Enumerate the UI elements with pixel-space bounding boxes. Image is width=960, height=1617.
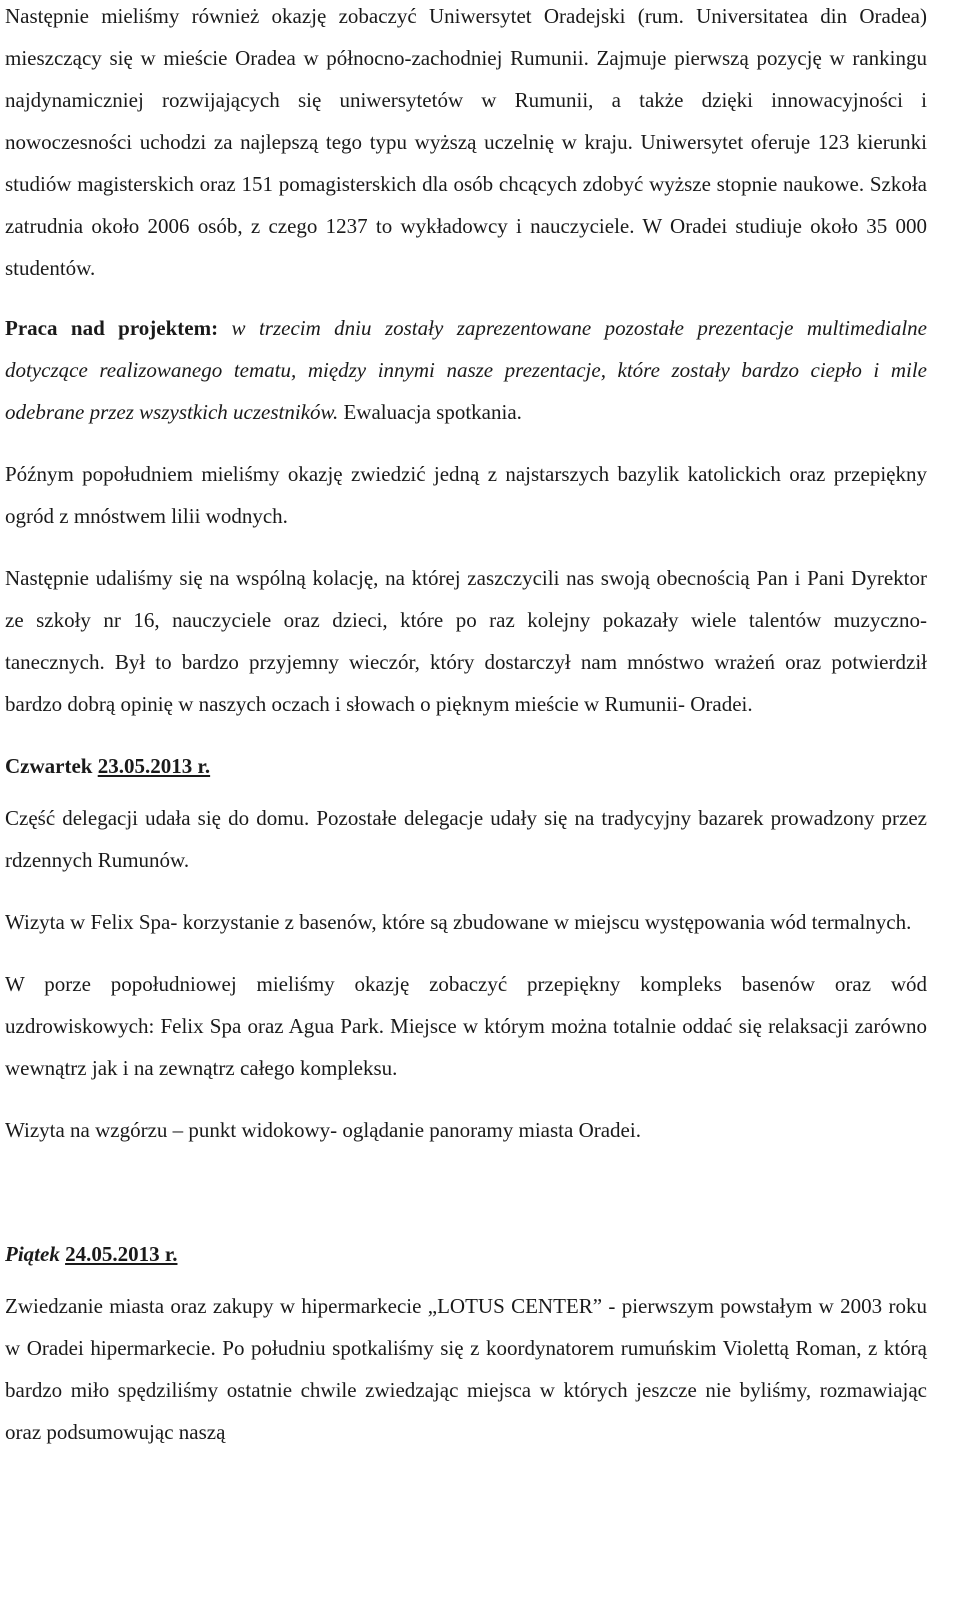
paragraph-basilica: Późnym popołudniem mieliśmy okazję zwiedzić jedną z najstarszych bazylik katolickich oraz przepiękny ogród z mnóstwem lilii wodnych. [5,462,927,528]
friday-date: 24.05.2013 r. [65,1242,178,1266]
thursday-day: Czwartek [5,754,93,778]
paragraph-university: Następnie mieliśmy również okazję zobaczyć Uniwersytet Oradejski (rum. Universitatea din Oradea) mieszczący się w mieście Oradea w północno-zachodniej Rumunii. Zajmuje pierwszą pozycję w rankingu najdynamiczniej rozwijających się uniwersytetów w Rumunii, a także dzięki innowacyjności i nowoczesności uchodzi za najlepszą tego typu wyższą uczelnię w kraju. Uniwersytet oferuje 123 kierunki studiów magisterskich oraz 151 pomagisterskich dla osób chcących zdobyć wyższe stopnie naukowe. Szkoła zatrudnia około 2006 osób, z czego 1237 to wykładowcy i nauczyciele. W Oradei studiuje około 35 000 studentów. [5,4,927,280]
paragraph-delegation: Część delegacji udała się do domu. Pozostałe delegacje udały się na tradycyjny bazarek prowadzony przez rdzennych Rumunów. [5,806,927,872]
heading-friday [5,1233,927,1275]
evaluation-text: Ewaluacja spotkania. [343,400,522,424]
paragraph-hill-visit: Wizyta na wzgórzu – punkt widokowy- oglądanie panoramy miasta Oradei. [5,1118,641,1142]
paragraph-dinner: Następnie udaliśmy się na wspólną kolację, na której zaszczycili nas swoją obecnością Pan i Pani Dyrektor ze szkoły nr 16, nauczyciele oraz dzieci, które po raz kolejny pokazały wiele talentów muzyczno- tanecznych. Był to bardzo przyjemny wieczór, który dostarczył nam mnóstwo wrażeń oraz potwierdził bardzo dobrą opinię w naszych oczach i słowach o pięknym mieście w Rumunii- Oradei. [5,566,927,716]
paragraph-felix-spa: Wizyta w Felix Spa- korzystanie z basenów, które są zbudowane w miejscu występowania wód termalnych. [5,910,912,934]
paragraph-project-work [5,307,927,433]
project-work-description: w trzecim dniu zostały zaprezentowane pozostałe prezentacje multimedialne dotyczące realizowanego tematu, między innymi nasze prezentacje, które zostały bardzo ciepło i mile odebrane przez wszystkich uczestników. [5,316,927,424]
project-work-label: Praca nad projektem: [5,316,219,340]
friday-day: Piątek [5,1242,60,1266]
thursday-date: 23.05.2013 r. [97,754,211,778]
heading-thursday [5,745,927,787]
paragraph-lotus-center: Zwiedzanie miasta oraz zakupy w hipermarkecie „LOTUS CENTER” - pierwszym powstałym w 2003 roku w Oradei hipermarkecie. Po południu spotkaliśmy się z koordynatorem rumuńskim Violettą Roman, z którą bardzo miło spędziliśmy ostatnie chwile zwiedzając miejsca w których jeszcze nie byliśmy, rozmawiając oraz podsumowując naszą [5,1294,927,1444]
section-spacer [5,1171,927,1233]
paragraph-afternoon-pools: W porze popołudniowej mieliśmy okazję zobaczyć przepiękny kompleks basenów oraz wód uzdrowiskowych: Felix Spa oraz Agua Park. Miejsce w którym można totalnie oddać się relaksacji zarówno wewnątrz jak i na zewnątrz całego kompleksu. [5,972,927,1080]
document-page [5,0,927,1473]
